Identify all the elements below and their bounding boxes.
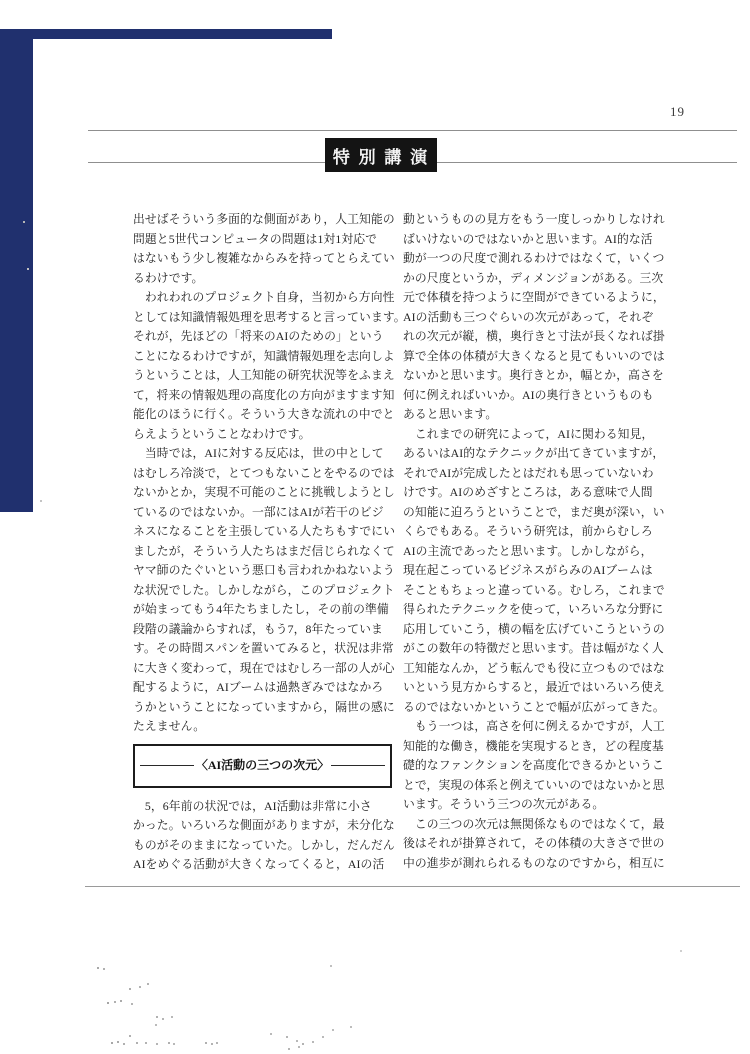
text-line: AIの活動も三つぐらいの次元があって，それぞ (403, 309, 654, 324)
text-line: とで，実現の体系と例えていいのではないかと思 (403, 777, 665, 792)
text-line: 何に例えればいいか。AIの奥行きというものも (403, 387, 654, 402)
text-line: もう一つは，高さを何に例えるかですが，人工 (403, 719, 665, 733)
page-number: 19 (670, 104, 685, 119)
text-line: 出せばそういう多面的な側面があり，人工知能の (133, 212, 395, 226)
text-line: 算で全体の体積が大きくなると見てもいいのでは (403, 348, 665, 363)
text-line: れの次元が縦，横，奥行きと寸法が長くなれば掛 (403, 329, 665, 343)
text-line: うかということになっていますから，隔世の感に (133, 699, 395, 714)
text-line: 動というものの見方をもう一度しっかりしなけれ (403, 212, 665, 226)
text-line: くらでもある。そういう研究は，前からむしろ (403, 524, 653, 538)
section-title-banner: 特 別 講 演 (325, 138, 437, 172)
text-line: がこの数年の特徴だと思います。昔は幅がなく人 (403, 641, 664, 655)
text-line: ているのではないか。一部にはAIが若干のビジ (133, 504, 384, 519)
text-line: 工知能なんか，どう転んでも役に立つものではな (403, 660, 665, 675)
text-line: たえません。 (133, 719, 206, 733)
subheading-dash-left (140, 765, 194, 766)
text-line: らえようということなわけです。 (133, 426, 311, 441)
text-line: 元で体積を持つように空間ができているように， (403, 290, 665, 304)
scan-border-left (0, 29, 33, 512)
subheading-box (133, 744, 392, 788)
text-line: います。そういう三つの次元がある。 (403, 797, 605, 811)
paragraph-block (133, 210, 406, 737)
paragraph-block (133, 797, 395, 875)
text-line: としては知識情報処理を思考すると言っています。 (133, 309, 406, 324)
text-line: 知能的な働き，機能を実現するとき，どの程度基 (403, 738, 664, 753)
text-line: 中の進歩が測れられるものなのですから，相互に (403, 855, 665, 870)
text-line: 得られたテクニックを使って，いろいろな分野に (403, 602, 664, 616)
text-line: はむしろ冷淡で，とてつもないことをやるのでは (133, 465, 395, 480)
text-line: かの尺度というか，ディメンジョンがある。三次 (403, 270, 664, 285)
text-line: それが，先ほどの「将来のAIのための」という (133, 329, 384, 343)
text-line: 礎的なファンクションを高度化できるかというこ (403, 758, 665, 772)
text-line: 能化のほうに行く。そういう大きな流れの中でと (133, 407, 395, 421)
text-line: われわれのプロジェクト自身，当初から方向性 (133, 290, 395, 304)
text-line: 5，6年前の状況では，AI活動は非常に小さ (133, 798, 372, 813)
text-line: 応用していこう，横の幅を広げていこうというの (403, 621, 665, 636)
text-line: ネスになることを主張している人たちもすでにい (133, 524, 396, 538)
text-line: かった。いろいろな側面がありますが，未分化な (133, 818, 395, 832)
text-line: あるいはAI的なテクニックが出てきていますが， (403, 446, 665, 460)
text-line: うということは，人工知能の研究状況等をふまえ (133, 368, 395, 382)
text-line: 段階の議論からすれば，もう7，8年たっていま (133, 621, 383, 636)
text-line: 現在起こっているビジネスがらみのAIブームは (403, 563, 653, 577)
text-line: ないかと思います。奥行きとか，幅とか，高さを (403, 368, 664, 382)
text-line: ばいけないのではないかと思います。AI的な活 (403, 231, 653, 246)
text-line: これまでの研究によって，AIに関わる知見， (403, 426, 654, 441)
text-line: の知能に迫ろうということで，まだ奥が深い，い (403, 504, 665, 519)
subheading-dash-right (331, 765, 385, 766)
text-line: 動が一つの尺度で測れるわけではなくて，いくつ (403, 251, 665, 265)
header-rule-upper (88, 130, 737, 131)
scan-noise-speckles (0, 0, 2, 2)
text-column-left (133, 210, 406, 875)
text-line: ヤマ師のたぐいという悪口も言われかねないよう (133, 563, 395, 577)
text-line: 当時では，AIに対する反応は，世の中として (133, 446, 384, 460)
paragraph-block (403, 210, 665, 873)
footer-rule (85, 886, 740, 887)
subheading-label: 〈AI活動の三つの次元〉 (195, 757, 330, 772)
text-line: ないかとか，実現不可能のことに挑戦しようとし (133, 485, 395, 499)
text-line: ことになるわけですが，知識情報処理を志向しよ (133, 348, 395, 363)
text-line: AIをめぐる活動が大きくなってくると，AIの活 (133, 857, 385, 871)
text-line: るわけです。 (133, 270, 204, 285)
text-line: そこともちょっと違っている。むしろ，これまで (403, 582, 665, 597)
text-line: はないもう少し複雑なからみを持ってとらえてい (133, 251, 395, 265)
text-line: 後はそれが掛算されて，その体積の大きさで世の (403, 836, 665, 850)
text-column-right (403, 210, 665, 873)
scan-border-top (0, 29, 332, 39)
text-line: いという見方からすると，最近ではいろいろ使え (403, 680, 665, 694)
text-line: 配するように，AIブームは過熱ぎみではなかろ (133, 680, 384, 694)
text-line: ましたが，そういう人たちはまだ信じられなくて (133, 543, 395, 558)
text-line: に大きく変わって，現在ではむしろ一部の人が心 (133, 660, 395, 675)
text-line: それでAIが完成したとはだれも思っていないわ (403, 465, 654, 480)
text-line: す。その時間スパンを置いてみると，状況は非常 (133, 641, 394, 655)
text-line: この三つの次元は無関係なものではなくて，最 (403, 816, 665, 831)
text-line: が始まってもう4年たちましたし，その前の準備 (133, 602, 389, 616)
text-line: な状況でした。しかしながら，このプロジェクト (133, 582, 395, 597)
text-line: るのではないかということで幅が広がってきた。 (403, 699, 665, 714)
text-line: あると思います。 (403, 407, 498, 421)
text-line: ものがそのままになっていた。しかし，だんだん (133, 837, 395, 852)
text-line: 問題と5世代コンピュータの問題は1対1対応で (133, 231, 378, 246)
text-line: けです。AIのめざすところは，ある意味で人間 (403, 485, 653, 499)
text-line: て，将来の情報処理の高度化の方向がますます知 (133, 387, 395, 402)
text-line: AIの主流であったと思います。しかしながら， (403, 543, 653, 558)
